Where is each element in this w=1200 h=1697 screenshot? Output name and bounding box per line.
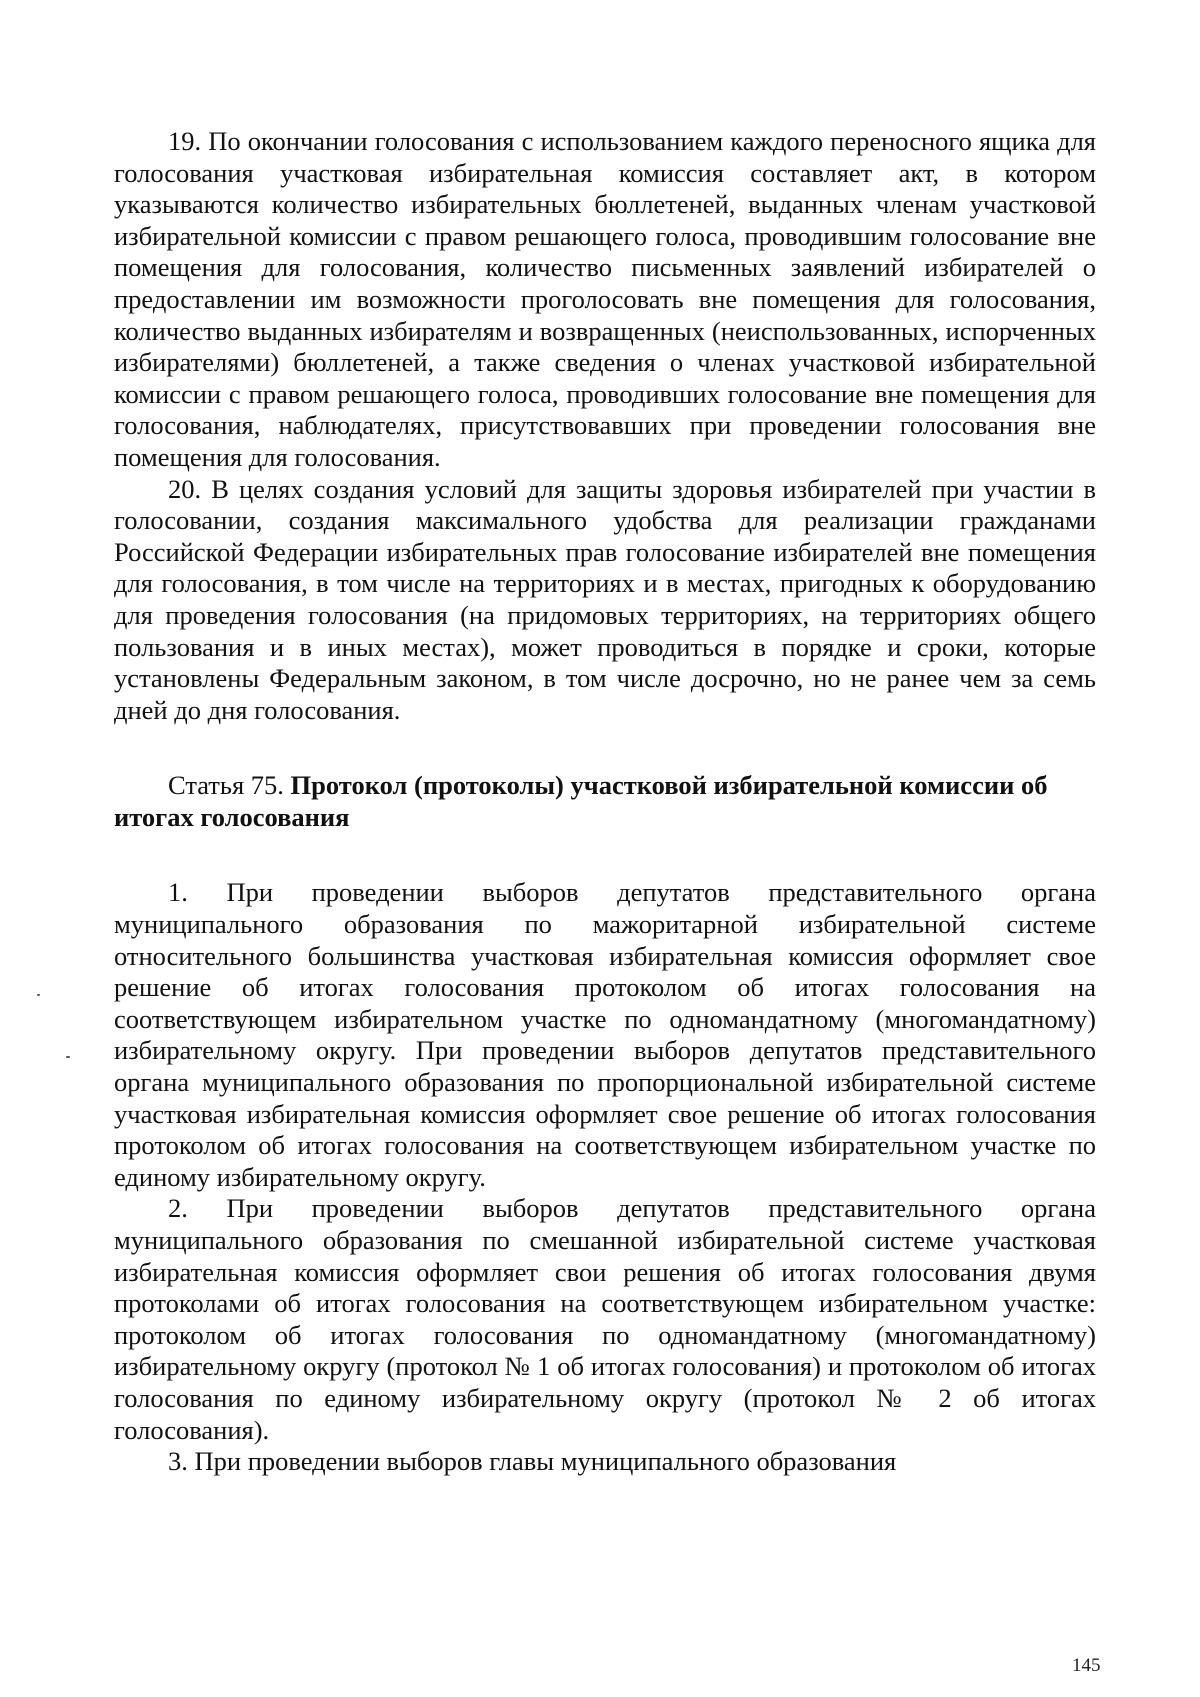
paragraph-20: 20. В целях создания условий для защиты здоровья избирателей при участии в голосовании, создания максимального удобства для реализации гражданами Российской Федерации избирательных прав голосование избирателей вне помещения для голосования, в том числе на территориях и в местах, пригодных к оборудованию для проведения голосования (на придомовых территориях, на территориях общего пользования и в иных местах), может проводиться в порядке и сроки, которые установлены Федеральным законом, в том числе досрочно, но не ранее чем за семь дней до дня голосования. (114, 473, 1096, 725)
page-content (114, 126, 1096, 1478)
paragraph-19: 19. По окончании голосования с использованием каждого переносного ящика для голосования участковая избирательная комиссия составляет акт, в котором указываются количество избирательных бюллетеней, выданных членам участковой избирательной комиссии с правом решающего голоса, проводившим голосование вне помещения для голосования, количество письменных заявлений избирателей о предоставлении им возможности проголосовать вне помещения для голосования, количество выданных избирателям и возвращенных (неиспользованных, испорченных избирателями) бюллетеней, а также сведения о членах участковой избирательной комиссии с правом решающего голоса, проводивших голосование вне помещения для голосования, наблюдателях, присутствовавших при проведении голосования вне помещения для голосования. (114, 126, 1096, 472)
paragraph-2: 2. При проведении выборов депутатов представительного органа муниципального образования по смешанной избирательной системе участковая избирательная комиссия оформляет свои решения об итогах голосования двумя протоколами об итогах голосования на соответствующем избирательном участке: протоколом об итогах голосования по одномандатному (многомандатному) избирательному округу (протокол № 1 об итогах голосования) и протоколом об итогах голосования по единому избирательному округу (протокол № 2 об итогах голосования). (114, 1193, 1096, 1445)
article-title: Протокол (протоколы) участковой избирательной комиссии об итогах голосования (114, 770, 1048, 832)
paragraph-1: 1. При проведении выборов депутатов представительного органа муниципального образования по мажоритарной избирательной системе относительного большинства участковая избирательная комиссия оформляет свое решение об итогах голосования протоколом об итогах голосования на соответствующем избирательном участке по одномандатному (многомандатному) избирательному округу. При проведении выборов депутатов представительного органа муниципального образования по пропорциональной избирательной системе участковая избирательная комиссия оформляет свое решение об итогах голосования протоколом об итогах голосования на соответствующем избирательном участке по единому избирательному округу. (114, 877, 1096, 1192)
article-heading (114, 770, 1096, 833)
scan-speck (66, 1056, 70, 1058)
article-number: Статья 75. (168, 770, 284, 801)
scan-speck (37, 994, 40, 996)
page-number: 145 (1072, 1655, 1101, 1676)
paragraph-3: 3. При проведении выборов главы муниципального образования (168, 1446, 897, 1477)
